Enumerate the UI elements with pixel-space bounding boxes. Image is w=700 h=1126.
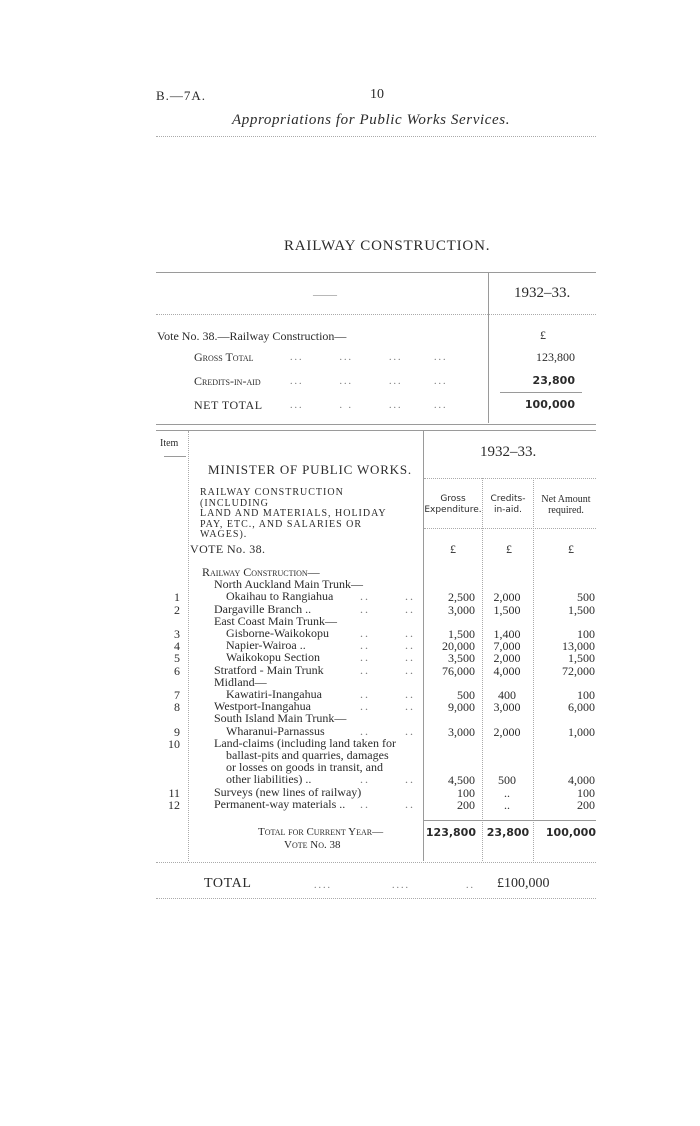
line-description: East Coast Main Trunk— (214, 613, 338, 628)
summary-bottom-rule (156, 424, 596, 425)
footer-rule (156, 898, 596, 899)
footer-total-label: TOTAL (204, 876, 252, 891)
credits-in-aid: 7,000 (493, 639, 521, 654)
leader-dots: ... ... ... ... (290, 352, 448, 363)
credits-in-aid-value: 23,800 (532, 374, 575, 387)
line-description: Kawatiri-Inangahua (226, 687, 322, 701)
line-description: North Auckland Main Trunk— (214, 577, 364, 592)
leader-dots: .. .. (360, 796, 415, 811)
line-description: Stratford - Main Trunk (214, 662, 324, 677)
line-description: ballast-pits and quarries, damages (226, 748, 389, 762)
line-description: Westport-Inangahua (214, 699, 311, 714)
credits-in-aid: 2,000 (493, 724, 521, 739)
leader-dots: .. .. (360, 772, 415, 787)
credits-in-aid: 2,000 (493, 590, 521, 605)
credits-in-aid-label: Credits-in-aid (194, 374, 261, 388)
net-total-value: 100,000 (524, 398, 575, 411)
line-description: Wharanui-Parnassus (226, 723, 325, 738)
footer-dots: .... (392, 880, 410, 891)
line-description: Surveys (new lines of railway) (214, 784, 362, 799)
gross-total-value: 123,800 (536, 350, 575, 364)
leader-dots: .. .. (360, 699, 415, 714)
detail-bottom-rule (156, 862, 596, 863)
vote-description-line: LAND AND MATERIALS, HOLIDAY (200, 508, 387, 519)
header-line: Expenditure. (424, 505, 482, 515)
gross-expenditure: 1,500 (448, 627, 475, 641)
total-net: 100,000 (545, 826, 596, 839)
net-amount: 1,500 (568, 602, 595, 617)
gross-expenditure: 3,000 (448, 602, 475, 617)
summary-header-rule (156, 314, 596, 315)
item-number: 5 (174, 651, 180, 666)
credits-column-header (483, 494, 533, 516)
credits-in-aid: 500 (498, 773, 516, 788)
vote-description-line: WAGES). (200, 529, 248, 540)
line-description: Midland— (214, 674, 267, 689)
net-amount: 100 (577, 688, 595, 702)
leader-dots: ... . . ... ... (290, 400, 448, 411)
line-description: Gisborne-Waikokopu (226, 626, 330, 640)
credits-in-aid: 1,500 (493, 602, 521, 617)
leader-dots: .. .. (360, 650, 415, 665)
item-header-rule (164, 456, 186, 457)
vote-description (200, 488, 415, 541)
summary-dash: —— (313, 287, 337, 301)
item-number: 1 (174, 590, 180, 605)
subtotal-rule (500, 392, 582, 393)
totals-rule (424, 820, 596, 821)
credits-in-aid: 400 (498, 688, 516, 702)
net-amount: 200 (577, 797, 595, 812)
item-number: 10 (168, 736, 180, 751)
header-line: Net Amount (541, 494, 591, 505)
gross-expenditure: 9,000 (448, 700, 475, 715)
leader-dots: ... ... ... ... (290, 376, 448, 387)
footer-total-value: £100,000 (497, 876, 550, 891)
line-description: Dargaville Branch .. (214, 601, 312, 616)
gross-expenditure: 4,500 (448, 773, 475, 788)
vote-description-line: RAILWAY CONSTRUCTION (INCLUDING (200, 487, 344, 509)
total-gross: 123,800 (425, 826, 476, 839)
summary-currency: £ (540, 328, 546, 342)
line-description: other liabilities) .. (226, 772, 312, 787)
line-description: Okaihau to Rangiahua (226, 589, 334, 604)
line-description: Waikokopu Section (226, 650, 321, 665)
page-ref: B.—7A. (156, 88, 207, 103)
net-total-label: NET TOTAL (194, 398, 263, 412)
item-column-divider (188, 431, 189, 861)
header-rule (156, 136, 596, 137)
gross-expenditure: 76,000 (442, 663, 475, 678)
header-line: Gross (440, 494, 466, 504)
item-number: 6 (174, 663, 180, 678)
summary-vote-line: Vote No. 38.—Railway Construction— (157, 329, 347, 343)
leader-dots: .. .. (360, 662, 415, 677)
gross-expenditure: 3,000 (448, 724, 475, 739)
net-amount: 6,000 (568, 700, 595, 715)
net-amount: 500 (577, 590, 595, 605)
net-column-divider (533, 478, 534, 861)
line-description: Permanent-way materials .. (214, 796, 346, 811)
leader-dots: .. .. (360, 638, 415, 653)
credits-in-aid: 3,000 (493, 700, 521, 715)
line-description: or losses on goods in transit, and (226, 760, 383, 775)
gross-expenditure: 500 (457, 688, 475, 702)
gross-expenditure: 200 (457, 797, 475, 812)
col-header-rule (424, 528, 596, 529)
gross-expenditure: 2,500 (448, 590, 475, 605)
gross-expenditure: 20,000 (442, 639, 475, 654)
item-number: 4 (174, 639, 180, 654)
total-current-year-label: Total for Current Year— (258, 826, 384, 838)
minister-heading: MINISTER OF PUBLIC WORKS. (208, 462, 412, 477)
leader-dots: .. .. (360, 601, 415, 616)
credits-in-aid: 1,400 (493, 627, 521, 641)
detail-top-rule (156, 430, 596, 431)
net-amount: 1,500 (568, 651, 595, 666)
total-credits: 23,800 (486, 826, 530, 839)
net-amount: 1,000 (568, 724, 595, 739)
gross-currency: £ (450, 542, 456, 556)
credits-in-aid: 4,000 (493, 663, 521, 678)
header-line: Credits- (490, 494, 526, 504)
item-number: 8 (174, 700, 180, 715)
vote-number: VOTE No. 38. (190, 542, 266, 556)
item-number: 3 (174, 627, 180, 641)
net-amount: 13,000 (562, 639, 595, 654)
total-vote-label: Vote No. 38 (284, 839, 341, 851)
net-column-header (534, 494, 598, 516)
line-description: Railway Construction— (202, 565, 320, 579)
leader-dots: .. .. (360, 589, 415, 604)
net-amount: 100 (577, 627, 595, 641)
item-number: 9 (174, 724, 180, 739)
item-number: 7 (174, 688, 180, 702)
summary-divider (488, 273, 489, 423)
summary-top-rule (156, 272, 596, 273)
item-column-header: Item (160, 438, 179, 449)
header-line: in-aid. (493, 505, 523, 515)
section-title: RAILWAY CONSTRUCTION. (284, 238, 491, 254)
detail-year: 1932–33. (480, 444, 537, 460)
net-amount: 72,000 (562, 663, 595, 678)
net-currency: £ (568, 542, 574, 556)
year-subrule (424, 478, 596, 479)
leader-dots: .. .. (360, 723, 415, 738)
vote-description-line: PAY, ETC., AND SALARIES OR (200, 518, 363, 530)
credits-in-aid: 2,000 (493, 651, 521, 666)
gross-expenditure: 100 (457, 785, 475, 800)
leader-dots: .. .. (360, 687, 415, 701)
header-line: required. (548, 505, 584, 516)
line-description: South Island Main Trunk— (214, 711, 347, 726)
credits-in-aid: .. (504, 797, 510, 812)
gross-total-label: Gross Total (194, 350, 254, 364)
footer-dots: .... (314, 880, 332, 891)
item-number: 11 (168, 785, 180, 800)
gross-column-header (424, 494, 482, 516)
line-description: Land-claims (including land taken for (214, 735, 396, 750)
credits-in-aid: .. (504, 785, 510, 800)
item-number: 12 (168, 797, 180, 812)
net-amount: 100 (577, 785, 595, 800)
page-title: Appropriations for Public Works Services. (232, 112, 511, 128)
item-number: 2 (174, 602, 180, 617)
leader-dots: .. .. (360, 626, 415, 640)
credits-currency: £ (506, 542, 512, 556)
page-number: 10 (370, 87, 384, 102)
summary-year: 1932–33. (514, 285, 571, 301)
gross-expenditure: 3,500 (448, 651, 475, 666)
line-description: Napier-Wairoa .. (226, 638, 306, 653)
net-amount: 4,000 (568, 773, 595, 788)
footer-dots: .. (466, 880, 475, 891)
